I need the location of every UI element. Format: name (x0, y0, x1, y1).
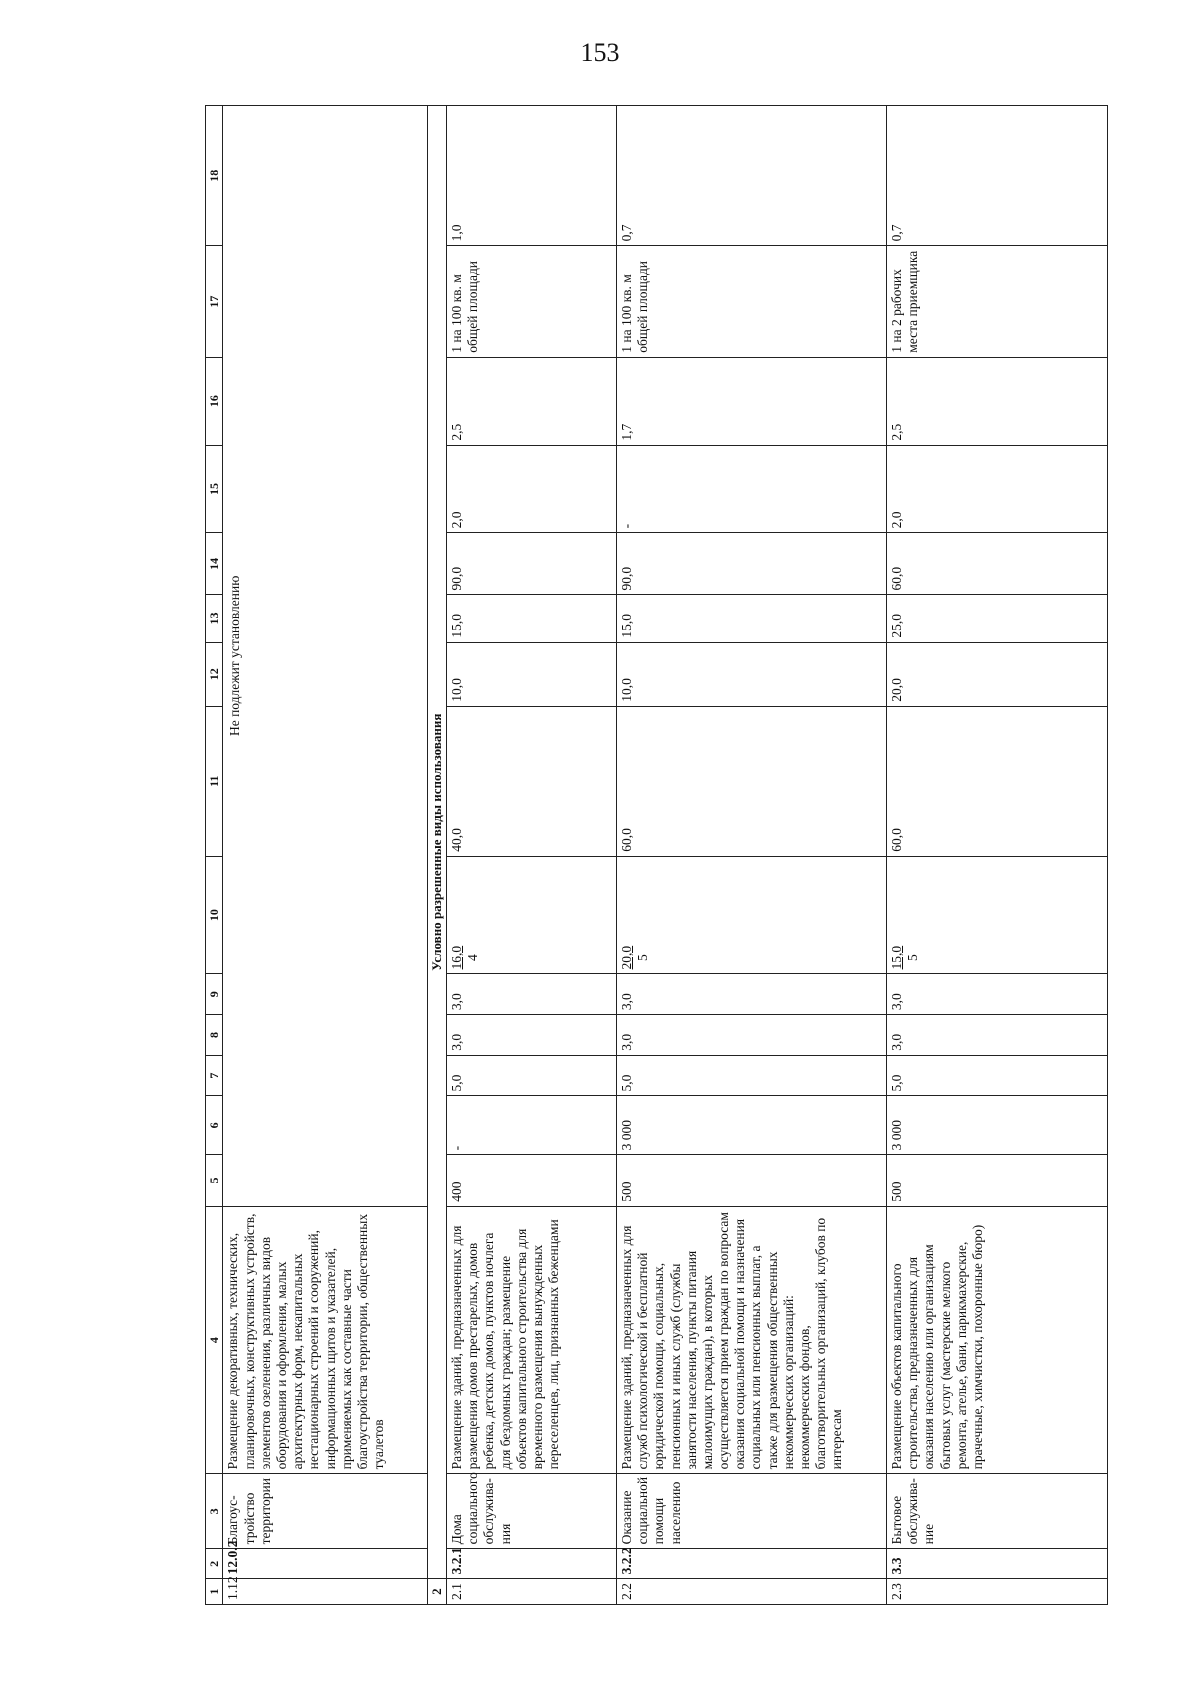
value-cell: 1 на 2 рабочих места приемщика (886, 246, 1107, 357)
col-header: 1 (206, 1579, 223, 1605)
land-use-table (205, 105, 1108, 1605)
col-header: 13 (206, 595, 223, 642)
value-cell: 500 (886, 1155, 1107, 1206)
use-name-cell: Дома социального обслужива-ния (446, 1474, 616, 1549)
fraction-cell (446, 856, 616, 974)
page-number: 153 (580, 38, 620, 67)
section-row (428, 106, 447, 1605)
col-header: 10 (206, 856, 223, 974)
value-cell: 3,0 (886, 1015, 1107, 1056)
value-cell: 1,0 (446, 106, 616, 246)
col-header: 16 (206, 357, 223, 445)
value-cell: - (616, 445, 886, 533)
value-cell: 2,5 (886, 357, 1107, 445)
fraction-cell (616, 856, 886, 974)
table-row (886, 106, 1107, 1605)
row-number: 2.1 (446, 1579, 616, 1605)
col-header: 14 (206, 533, 223, 595)
value-cell: 1 на 100 кв. м общей площади (446, 246, 616, 357)
table-row (446, 106, 616, 1605)
value-cell: 500 (616, 1155, 886, 1206)
col-header: 18 (206, 106, 223, 246)
table-row (223, 106, 428, 1605)
value-cell: 10,0 (446, 642, 616, 706)
col-header: 3 (206, 1474, 223, 1549)
fraction-denominator: 5 (905, 954, 921, 962)
section-number: 2 (428, 1579, 447, 1605)
value-cell: 40,0 (446, 706, 616, 856)
fraction-cell (886, 856, 1107, 974)
value-cell: 1,7 (616, 357, 886, 445)
row-number: 1.12 (223, 1579, 428, 1605)
value-cell: 3 000 (616, 1096, 886, 1155)
value-cell: 0,7 (886, 106, 1107, 246)
col-header: 6 (206, 1096, 223, 1155)
fraction-numerator: 20,0 (618, 945, 634, 970)
value-cell: 5,0 (446, 1055, 616, 1096)
value-cell: - (446, 1096, 616, 1155)
code-cell: 12.0.2 (223, 1549, 428, 1579)
value-cell: 3,0 (886, 974, 1107, 1015)
value-cell: 3,0 (446, 1015, 616, 1056)
code-cell: 3.2.2 (616, 1549, 886, 1579)
code-cell: 3.2.1 (446, 1549, 616, 1579)
section-title: Условно разрешенные виды использования (428, 106, 447, 1579)
use-name-cell: Оказание социальной помощи населению (616, 1474, 886, 1549)
col-header: 2 (206, 1549, 223, 1579)
value-cell: 400 (446, 1155, 616, 1206)
fraction-denominator: 5 (635, 954, 651, 962)
value-cell: 20,0 (886, 642, 1107, 706)
value-cell: 2,0 (886, 445, 1107, 533)
code-cell: 3.3 (886, 1549, 1107, 1579)
col-header: 17 (206, 246, 223, 357)
value-cell: 10,0 (616, 642, 886, 706)
value-cell: 90,0 (616, 533, 886, 595)
value-cell: 1 на 100 кв. м общей площади (616, 246, 886, 357)
value-cell: 60,0 (886, 706, 1107, 856)
description-cell: Размещение зданий, предназначенных для размещения домов престарелых, домов ребенка, детских домов, пунктов ночлега для бездомных граждан; размещение объектов капитального строительства для временного размещения вынужденных переселенцев, лиц, признанных беженцами (446, 1206, 616, 1474)
row-number: 2.2 (616, 1579, 886, 1605)
col-header: 8 (206, 1015, 223, 1056)
value-cell: 3,0 (616, 1015, 886, 1056)
use-name-cell: Благоус-тройство территории (223, 1474, 428, 1549)
header-row (206, 106, 223, 1605)
col-header: 4 (206, 1206, 223, 1474)
col-header: 15 (206, 445, 223, 533)
table-container (205, 105, 1105, 1605)
fraction-denominator: 4 (465, 954, 481, 962)
value-cell: 90,0 (446, 533, 616, 595)
description-cell: Размещение зданий, предназначенных для служб психологической и бесплатной юридической помощи, социальных, пенсионных и иных служб (службы занятости населения, пункты питания малоимущих граждан), в которых осуществляется прием граждан по вопросам оказания социальной помощи и назначения социальных или пенсионных выплат, а также для размещения общественных некоммерческих организаций: некоммерческих фондов, благотворительных организаций, клубов по интересам (616, 1206, 886, 1474)
value-cell: 3 000 (886, 1096, 1107, 1155)
value-cell: 15,0 (616, 595, 886, 642)
description-cell: Размещение объектов капитального строительства, предназначенных для оказания населению или организациям бытовых услуг (мастерские мелкого ремонта, ателье, бани, парикмахерские, прачечные, химчистки, похоронные бюро) (886, 1206, 1107, 1474)
value-cell: 0,7 (616, 106, 886, 246)
description-cell: Размещение декоративных, технических, планировочных, конструктивных устройств, элементов озеленения, различных видов оборудования и оформления, малых архитектурных форм, некапитальных нестационарных строений и сооружений, информационных щитов и указателей, применяемых как составные части благоустройства территории, общественных туалетов (223, 1206, 428, 1474)
value-cell: 25,0 (886, 595, 1107, 642)
col-header: 9 (206, 974, 223, 1015)
value-cell: 5,0 (886, 1055, 1107, 1096)
not-subject-cell: Не подлежит установлению (223, 106, 428, 1207)
col-header: 7 (206, 1055, 223, 1096)
value-cell: 2,0 (446, 445, 616, 533)
value-cell: 60,0 (616, 706, 886, 856)
value-cell: 15,0 (446, 595, 616, 642)
col-header: 11 (206, 706, 223, 856)
value-cell: 3,0 (446, 974, 616, 1015)
col-header: 5 (206, 1155, 223, 1206)
use-name-cell: Бытовое обслужива-ние (886, 1474, 1107, 1549)
value-cell: 2,5 (446, 357, 616, 445)
row-number: 2.3 (886, 1579, 1107, 1605)
fraction-numerator: 16,0 (448, 945, 464, 970)
fraction-numerator: 15,0 (888, 945, 904, 970)
table-row (616, 106, 886, 1605)
col-header: 12 (206, 642, 223, 706)
value-cell: 5,0 (616, 1055, 886, 1096)
value-cell: 60,0 (886, 533, 1107, 595)
value-cell: 3,0 (616, 974, 886, 1015)
